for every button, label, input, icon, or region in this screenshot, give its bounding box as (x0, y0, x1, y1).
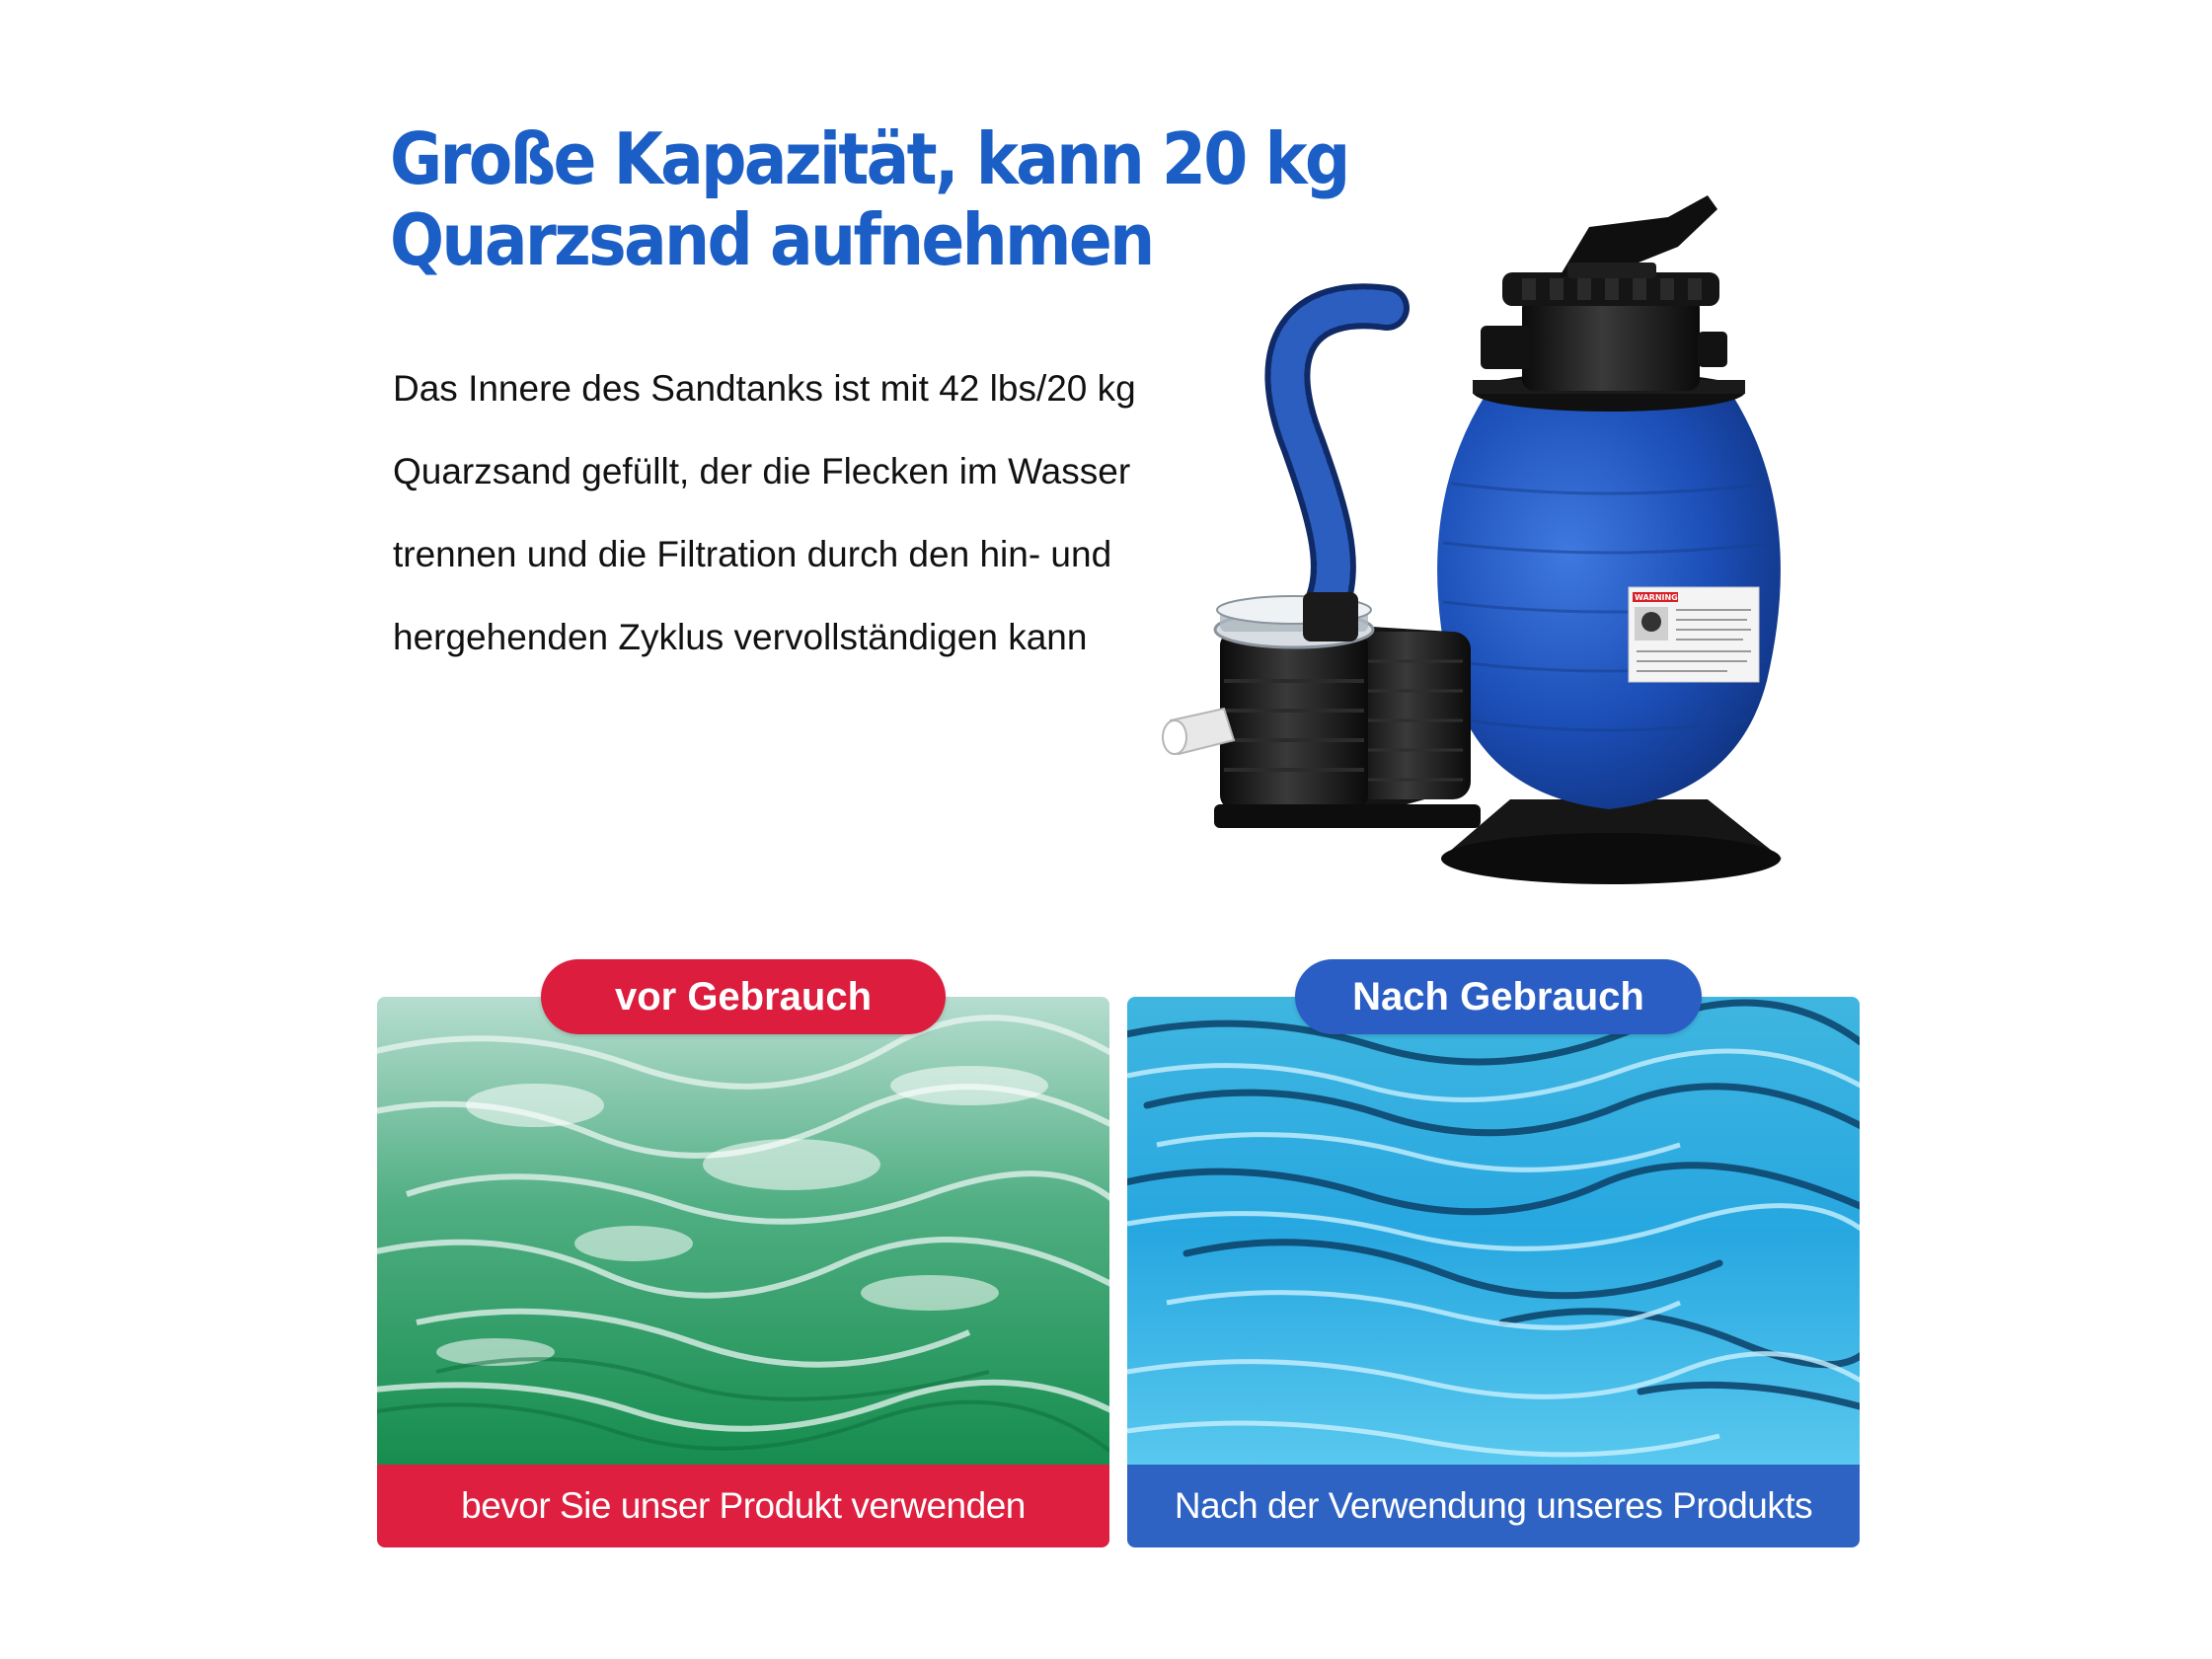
sand-filter-pump-image (1155, 188, 1806, 918)
after-badge: Nach Gebrauch (1295, 959, 1702, 1034)
murky-green-water-image (377, 997, 1109, 1465)
description-line-4: hergehenden Zyklus vervollständigen kann (393, 617, 1088, 657)
description-line-2: Quarzsand gefüllt, der die Flecken im Wasser (393, 451, 1131, 491)
headline-line-1: Große Kapazität, kann 20 kg (390, 117, 1348, 200)
description-line-3: trennen und die Filtration durch den hin- und (393, 534, 1112, 574)
before-caption: bevor Sie unser Produkt verwenden (377, 1465, 1109, 1547)
before-badge: vor Gebrauch (541, 959, 946, 1034)
description-text (393, 347, 1281, 679)
after-panel (1127, 997, 1860, 1547)
headline (390, 117, 1348, 281)
after-caption: Nach der Verwendung unseres Produkts (1127, 1465, 1860, 1547)
warning-label-text: WARNING (1635, 593, 1678, 602)
headline-line-2: Quarzsand aufnehmen (390, 198, 1153, 281)
before-panel (377, 997, 1109, 1547)
description-line-1: Das Innere des Sandtanks ist mit 42 lbs/20 kg (393, 368, 1136, 409)
clear-blue-water-image (1127, 997, 1860, 1465)
